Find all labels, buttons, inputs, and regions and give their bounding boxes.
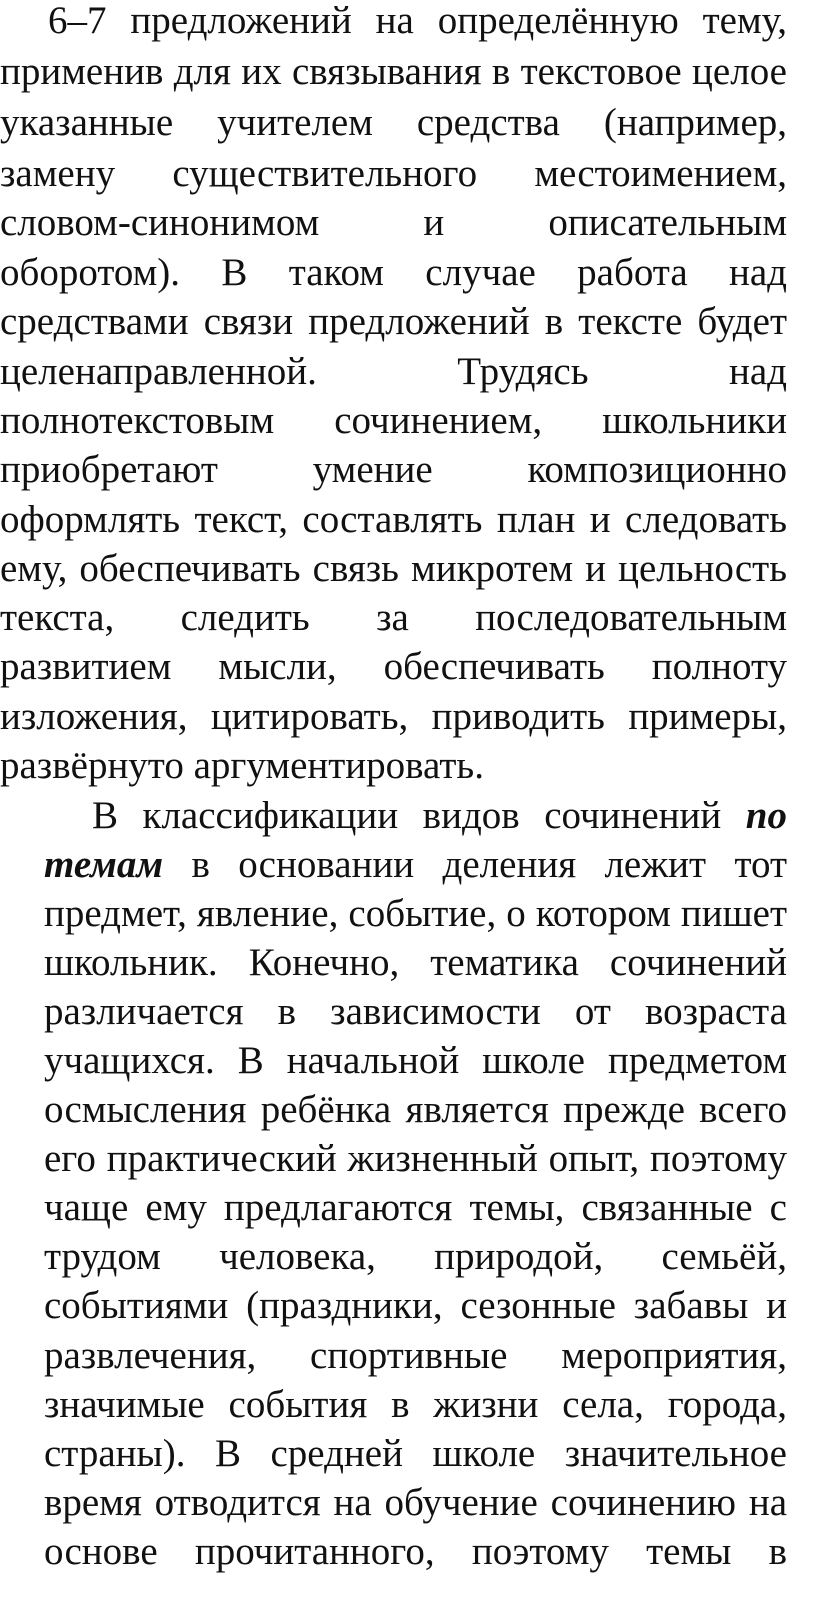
emphasis-text: по xyxy=(745,794,787,837)
text-line: изложения, цитировать, приводить примеры, xyxy=(0,695,787,738)
text-line xyxy=(44,791,787,840)
text-line: событиями (праздники, сезонные забавы и xyxy=(44,1284,787,1327)
text-line: основе прочитанного, поэтому темы в xyxy=(44,1530,787,1573)
text-line: полнотекстовым сочинением, школьники xyxy=(0,399,787,442)
text-line: чаще ему предлагаются темы, связанные с xyxy=(44,1186,787,1229)
text-line: 6–7 предложений на определённую тему, xyxy=(48,0,787,42)
text-line: средствами связи предложений в тексте будет xyxy=(0,300,787,343)
text-line: учащихся. В начальной школе предметом xyxy=(44,1039,787,1082)
text-line: развёрнуто аргументировать. xyxy=(0,744,484,787)
text-line: развитием мысли, обеспечивать полноту xyxy=(0,645,787,688)
text-line: текста, следить за последовательным xyxy=(0,596,787,639)
emphasis-text: темам xyxy=(44,843,164,886)
text-line: развлечения, спортивные мероприятия, xyxy=(44,1334,787,1377)
text-line: приобретают умение композиционно xyxy=(0,448,787,491)
text-line: значимые события в жизни села, города, xyxy=(44,1383,787,1426)
text-line: замену существительного местоимением, xyxy=(0,152,787,195)
text-run: в основании деления лежит тот xyxy=(163,843,787,886)
text-line: осмысления ребёнка является прежде всего xyxy=(44,1088,787,1131)
text-line: школьник. Конечно, тематика сочинений xyxy=(44,941,787,984)
text-line: его практический жизненный опыт, поэтому xyxy=(44,1137,787,1180)
text-line: оформлять текст, составлять план и следовать xyxy=(0,498,787,541)
text-line: различается в зависимости от возраста xyxy=(44,990,787,1033)
text-line: указанные учителем средства (например, xyxy=(0,101,787,144)
text-line: предмет, явление, событие, о котором пишет xyxy=(44,892,787,935)
text-line: ему, обеспечивать связь микротем и цельность xyxy=(0,547,787,590)
text-line: трудом человека, природой, семьёй, xyxy=(44,1235,787,1278)
text-run: В классификации видов сочинений xyxy=(92,794,746,837)
text-line: страны). В средней школе значительное xyxy=(44,1432,787,1475)
text-line: целенаправленной. Трудясь над xyxy=(0,350,787,393)
text-line: применив для их связывания в текстовое целое xyxy=(0,50,787,93)
text-line: словом-синонимом и описательным xyxy=(0,201,787,244)
text-line: оборотом). В таком случае работа над xyxy=(0,251,787,294)
text-line xyxy=(44,840,787,889)
text-line: время отводится на обучение сочинению на xyxy=(44,1481,787,1524)
